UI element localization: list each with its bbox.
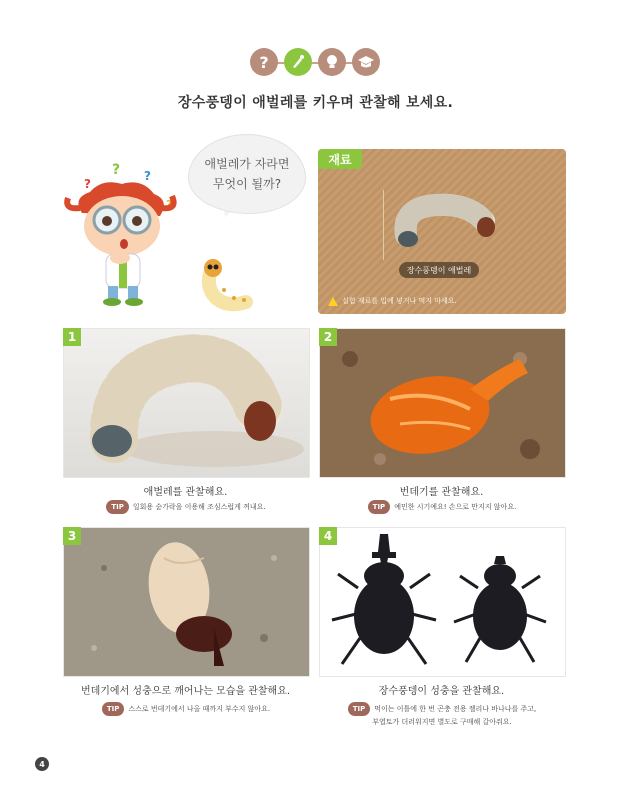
step-number-4: 4 <box>319 527 337 545</box>
cartoon-larva-illustration <box>198 256 254 312</box>
step-tip-4 <box>292 702 592 728</box>
tip-text-line-2: 부엽토가 더러워지면 별도로 구매해 갈아줘요. <box>372 718 512 726</box>
graduation-cap-icon <box>352 48 380 76</box>
svg-text:?: ? <box>84 177 91 191</box>
photo-larva <box>63 328 310 478</box>
svg-text:?: ? <box>166 198 173 211</box>
tip-badge: TIP <box>368 500 391 514</box>
category-icon-bar <box>250 48 382 78</box>
step-tip-1 <box>36 500 336 514</box>
tip-badge: TIP <box>348 702 371 716</box>
larva-image <box>64 329 309 477</box>
question-icon: ? <box>250 48 278 76</box>
warning-text: 실험 재료를 입에 넣거나 먹지 마세요. <box>342 297 457 305</box>
bubble-line-2: 무엇이 될까? <box>212 177 282 191</box>
page-number: 4 <box>35 757 49 771</box>
pupa-image <box>320 329 565 477</box>
materials-tag: 재료 <box>318 149 362 169</box>
step-number-3: 3 <box>63 527 81 545</box>
tip-text: 스스로 번데기에서 나올 때까지 부수지 않아요. <box>128 705 271 713</box>
step-caption-3: 번데기에서 성충으로 깨어나는 모습을 관찰해요. <box>80 686 291 697</box>
speech-bubble <box>188 134 306 214</box>
larva-label: 장수풍뎅이 애벌레 <box>399 262 479 278</box>
step-tip-2 <box>292 500 592 514</box>
materials-divider-line <box>383 190 384 260</box>
tip-text: 예민한 시기예요! 손으로 만지지 않아요. <box>394 503 517 511</box>
larva-photo <box>388 193 498 253</box>
step-number-2: 2 <box>319 328 337 346</box>
tip-text: 일회용 숟가락을 이용해 조심스럽게 꺼내요. <box>132 503 266 511</box>
warning-icon <box>328 297 338 306</box>
step-caption-1: 애벌레를 관찰해요. <box>143 487 228 498</box>
beetles-image <box>320 528 565 676</box>
svg-text:?: ? <box>144 169 151 183</box>
photo-eclosion <box>63 527 310 677</box>
bulb-icon <box>318 48 346 76</box>
step-caption-4: 장수풍뎅이 성충을 관찰해요. <box>378 686 505 697</box>
tip-text: 먹이는 이틀에 한 번 곤충 전용 젤리나 바나나를 주고, <box>374 705 537 713</box>
tip-badge: TIP <box>102 702 125 716</box>
bubble-line-1: 애벌레가 자라면 <box>204 157 290 171</box>
svg-text:?: ? <box>112 162 121 178</box>
tip-badge: TIP <box>106 500 129 514</box>
photo-adult-beetles <box>319 527 566 677</box>
page-title: 장수풍뎅이 애벌레를 키우며 관찰해 보세요. <box>177 95 454 111</box>
curious-kid-illustration <box>62 158 180 308</box>
photo-pupa <box>319 328 566 478</box>
brush-icon <box>284 48 312 76</box>
step-tip-3 <box>36 702 336 716</box>
eclosion-image <box>64 528 309 676</box>
safety-warning <box>328 296 457 306</box>
materials-panel <box>318 149 566 314</box>
step-number-1: 1 <box>63 328 81 346</box>
step-caption-2: 번데기를 관찰해요. <box>399 487 484 498</box>
